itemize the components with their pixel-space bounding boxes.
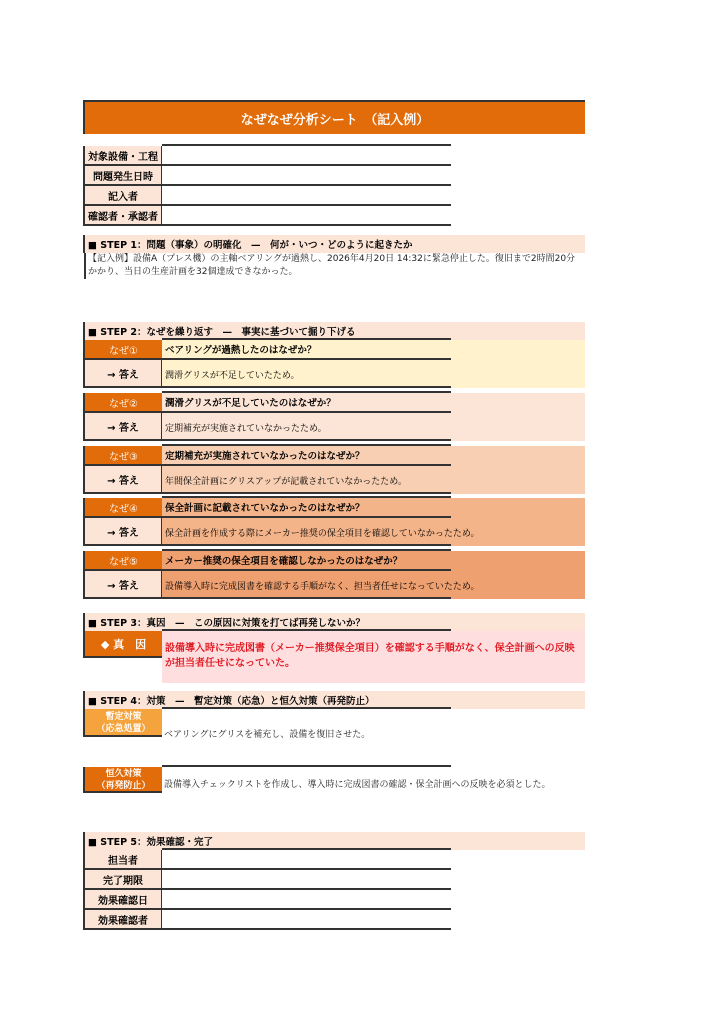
why-label: なぜ③ [83,446,162,466]
why-answer[interactable]: 潤滑グリスが不足していたため。 [165,370,300,381]
step4-header: ■ STEP 4：対策 — 暫定対策（応急）と恒久対策（再発防止） [83,691,585,709]
step5-header: ■ STEP 5：効果確認・完了 [83,832,585,850]
label-line: （再発防止） [96,781,151,791]
why-answer[interactable]: 年間保全計画にグリスアップが記載されていなかったため。 [165,476,407,487]
datetime-field[interactable] [162,166,451,186]
sheet-title: なぜなぜ分析シート （記入例） [83,100,585,134]
divider [162,597,451,599]
divider [162,439,451,441]
temporary-measure-text[interactable]: ベアリングにグリスを補充し、設備を復旧させた。 [164,730,371,740]
step2-header: ■ STEP 2：なぜを繰り返す — 事実に基づいて掘り下げる [83,322,585,340]
divider [162,765,451,767]
label-equipment: 対象設備・工程 [83,146,162,166]
approver-field[interactable] [162,206,451,226]
label-owner: 担当者 [83,850,162,870]
label-line: 暫定対策 [105,712,142,722]
label-datetime: 問題発生日時 [83,166,162,186]
label-approver: 確認者・承認者 [83,206,162,226]
answer-label: → 答え [83,466,162,494]
step1-text[interactable]: 【記入例】設備A（プレス機）の主軸ベアリングが過熱し、2026年4月20日 14:32に緊急停止した。復旧まで2時間20分かかり、当日の生産計画を32個達成できなかった。 [84,253,584,279]
why-answer[interactable]: 保全計画を作成する際にメーカー推奨の保全項目を確認していなかったため。 [165,528,480,539]
answer-label: → 答え [83,571,162,599]
step3-header: ■ STEP 3：真因 — この原因に対策を打てば再発しないか？ [83,613,585,631]
answer-label: → 答え [83,360,162,388]
why-label: なぜ④ [83,498,162,518]
why-question[interactable]: メーカー推奨の保全項目を確認しなかったのはなぜか？ [162,551,451,571]
why-label: なぜ⑤ [83,551,162,571]
divider [162,544,451,546]
why-question[interactable]: 定期補充が実施されていなかったのはなぜか？ [162,446,451,466]
label-line: 恒久対策 [105,769,142,779]
deadline-field[interactable] [162,870,451,890]
divider [162,492,451,494]
why-label: なぜ① [83,340,162,360]
why-question[interactable]: ベアリングが過熱したのはなぜか？ [162,340,451,360]
true-cause-label: ◆ 真 因 [83,631,162,658]
divider [162,707,451,709]
label-author: 記入者 [83,186,162,206]
true-cause-text[interactable]: 設備導入時に完成図書（メーカー推奨保全項目）を確認する手順がなく、保全計画への反映が担当者任せになっていた。 [162,631,585,683]
equipment-field[interactable] [162,146,451,166]
answer-label: → 答え [83,413,162,441]
why-answer[interactable]: 設備導入時に完成図書を確認する手順がなく、担当者任せになっていたため。 [165,581,480,592]
label-deadline: 完了期限 [83,870,162,890]
label-check-date: 効果確認日 [83,890,162,910]
why-answer[interactable]: 定期補充が実施されていなかったため。 [165,423,327,434]
answer-label: → 答え [83,518,162,546]
owner-field[interactable] [162,850,451,870]
checker-field[interactable] [162,910,451,930]
temporary-measure-label [83,709,162,737]
step1-header: ■ STEP 1：問題（事象）の明確化 — 何が・いつ・どのように起きたか [83,235,585,253]
label-line: （応急処置） [96,724,151,734]
why-question[interactable]: 潤滑グリスが不足していたのはなぜか？ [162,393,451,413]
permanent-measure-text[interactable]: 設備導入チェックリストを作成し、導入時に完成図書の確認・保全計画への反映を必須とした。 [164,780,551,790]
divider [162,386,451,388]
author-field[interactable] [162,186,451,206]
why-label: なぜ② [83,393,162,413]
permanent-measure-label [83,767,162,793]
check-date-field[interactable] [162,890,451,910]
why-question[interactable]: 保全計画に記載されていなかったのはなぜか？ [162,498,451,518]
label-checker: 効果確認者 [83,910,162,930]
